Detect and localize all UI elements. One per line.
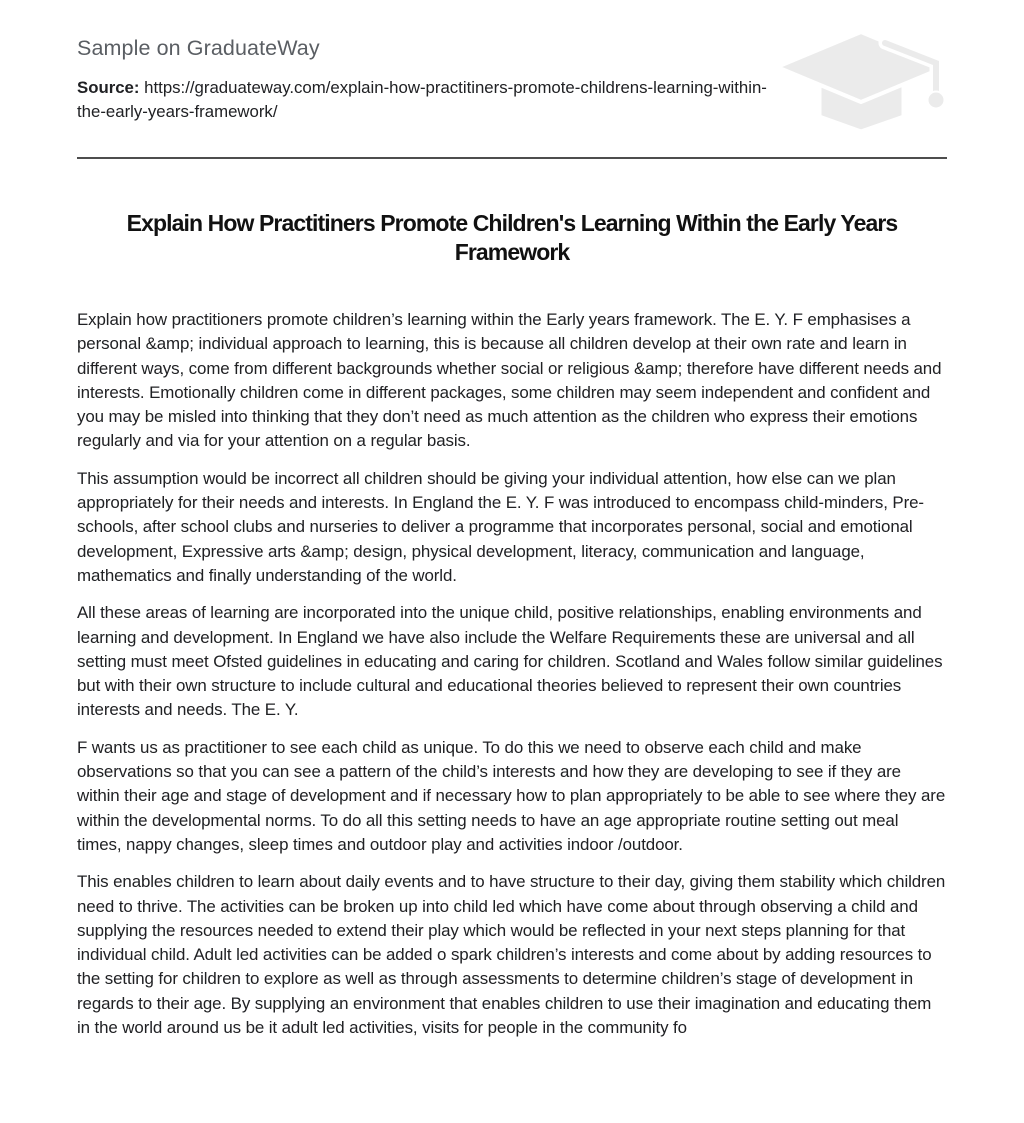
essay-paragraph: This assumption would be incorrect all children should be giving your individual attention, how else can we plan appropriately for their needs and interests. In England the E. Y. F was introduced to encompass child-minders, Pre-schools, after school clubs and nurseries to deliver a programme that incorporates personal, social and emotional development, Expressive arts &amp; design, physical development, literacy, communication and language, mathematics and finally understanding of the world. [77,468,924,585]
essay-title: Explain How Practitiners Promote Children's Learning Within the Early Years Framework [126,210,898,265]
cap-board-shape [777,32,945,102]
essay-paragraph: F wants us as practitioner to see each child as unique. To do this we need to observe each child and make observations so that you can see a pattern of the child’s interests and how they are developing to see if they are within their age and stage of development and if necessary how to plan appropriately to be able to see where they are within the developmental norms. To do all this setting needs to have an age appropriate routine setting out meal times, nappy changes, sleep times and outdoor play and activities indoor /outdoor. [77,737,946,854]
cap-tassel-ball [928,92,945,109]
essay-paragraph: Explain how practitioners promote children’s learning within the Early years framework. The E. Y. F emphasises a personal &amp; individual approach to learning, this is because all children develop at their own rate and learn in different ways, come from different backgrounds whether social or religious &amp; therefore have different needs and interests. Emotionally children come in different packages, some children may seem independent and confident and you may be misled into thinking that they don’t need as much attention as the children who express their emotions regularly and via for your attention on a regular basis. [77,310,942,451]
brand-heading: Sample on GraduateWay [77,36,320,60]
graduation-cap-icon [775,30,947,134]
essay-body [77,308,947,1040]
source-label: Source: [77,78,140,97]
source-line [77,76,782,124]
essay-paragraph: All these areas of learning are incorporated into the unique child, positive relationships, enabling environments and learning and development. In England we have also include the Welfare Requirements these are universal and all setting must meet Ofsted guidelines in educating and caring for children. Scotland and Wales follow similar guidelines but with their own structure to include cultural and educational theories believed to represent their own countries interests and needs. The E. Y. [77,603,943,720]
document-header [77,36,947,124]
header-divider [77,157,947,159]
essay-paragraph: This enables children to learn about daily events and to have structure to their day, giving them stability which children need to thrive. The activities can be broken up into child led which have come about through observing a child and supplying the resources needed to extend their play which would be reflected in your next steps planning for that individual child. Adult led activities can be added o spark children’s interests and come about by adding resources to the setting for children to explore as well as through assessments to determine children’s stage of development in regards to their age. By supplying an environment that enables children to use their imagination and educating them in the world around us be it adult led activities, visits for people in the community fo [77,872,946,1038]
source-url: https://graduateway.com/explain-how-practitiners-promote-childrens-learning-within-the-early-years-framework/ [77,78,767,121]
